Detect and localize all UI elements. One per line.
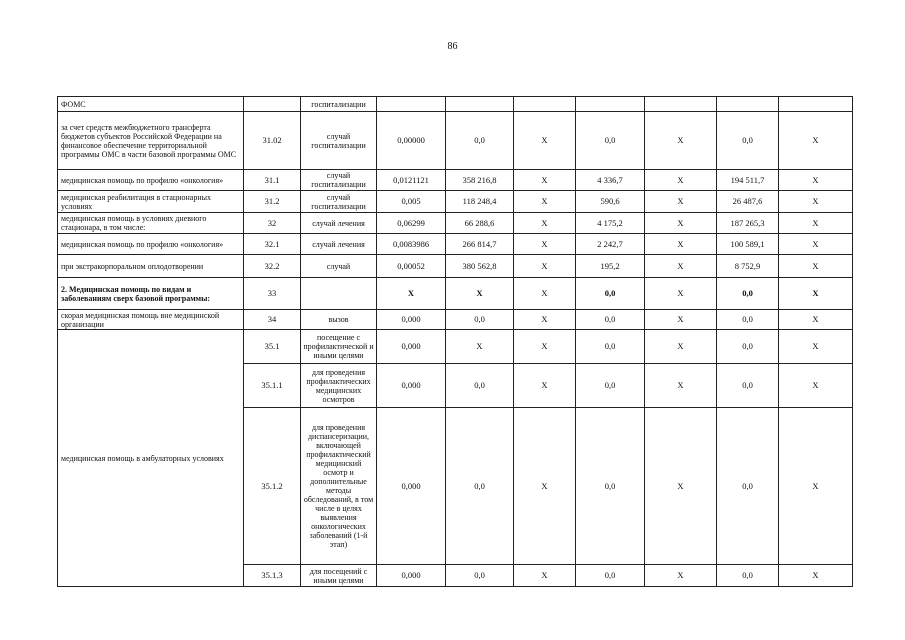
row-col7: 0,0 [576, 278, 645, 310]
row-col10: X [779, 170, 853, 191]
row-col8: X [645, 213, 717, 234]
row-code: 31.02 [244, 112, 301, 170]
row-col9 [717, 97, 779, 112]
row-name: медицинская реабилитация в стационарных условиях [58, 191, 244, 213]
row-col6: X [514, 234, 576, 255]
row-col7: 4 175,2 [576, 213, 645, 234]
row-col8: X [645, 234, 717, 255]
row-norm: 0,000 [377, 364, 446, 408]
row-unit: вызов [301, 310, 377, 330]
row-name: медицинская помощь по профилю «онкология» [58, 170, 244, 191]
ambulatory-name: медицинская помощь в амбулаторных условиях [58, 330, 244, 587]
row-col8: X [645, 330, 717, 364]
row-norm [377, 97, 446, 112]
table-row [58, 112, 853, 170]
row-col9: 0,0 [717, 330, 779, 364]
row-unit: случай госпитализации [301, 112, 377, 170]
row-cost: 266 814,7 [446, 234, 514, 255]
row-unit: посещение с профилактической и иными целями [301, 330, 377, 364]
row-cost: 118 248,4 [446, 191, 514, 213]
row-name: медицинская помощь по профилю «онкология» [58, 234, 244, 255]
row-col8: X [645, 310, 717, 330]
row-col10: X [779, 234, 853, 255]
row-norm: 0,00052 [377, 255, 446, 278]
row-col6: X [514, 364, 576, 408]
row-unit: случай лечения [301, 234, 377, 255]
row-norm: 0,06299 [377, 213, 446, 234]
row-norm: 0,005 [377, 191, 446, 213]
row-col7: 195,2 [576, 255, 645, 278]
row-col10: X [779, 112, 853, 170]
table-row [58, 330, 853, 364]
row-col6: X [514, 191, 576, 213]
row-col6: X [514, 170, 576, 191]
row-norm: X [377, 278, 446, 310]
row-code: 32 [244, 213, 301, 234]
row-name: медицинская помощь в условиях дневного стационара, в том числе: [58, 213, 244, 234]
row-norm: 0,0121121 [377, 170, 446, 191]
row-col7: 0,0 [576, 408, 645, 565]
row-col8: X [645, 565, 717, 587]
row-name: ФОМС [58, 97, 244, 112]
row-col8: X [645, 255, 717, 278]
page-number: 86 [447, 41, 458, 52]
row-col10: X [779, 330, 853, 364]
row-col6: X [514, 408, 576, 565]
row-code: 35.1.2 [244, 408, 301, 565]
row-name: 2. Медицинская помощь по видам и заболеваниям сверх базовой программы: [58, 278, 244, 310]
row-col10: X [779, 310, 853, 330]
row-norm: 0,000 [377, 408, 446, 565]
row-cost: X [446, 278, 514, 310]
row-cost: 0,0 [446, 364, 514, 408]
row-code: 35.1.1 [244, 364, 301, 408]
row-col10: X [779, 364, 853, 408]
row-col7: 4 336,7 [576, 170, 645, 191]
row-col8: X [645, 364, 717, 408]
row-col7: 0,0 [576, 112, 645, 170]
financing-table [57, 96, 853, 587]
row-name: за счет средств межбюджетного трансферта бюджетов субъектов Российской Федерации на финансовое обеспечение территориальной программы ОМС в части базовой программы ОМС [58, 112, 244, 170]
row-col7: 590,6 [576, 191, 645, 213]
table-row [58, 170, 853, 191]
row-unit: для проведения диспансеризации, включающей профилактический медицинский осмотр и дополнительные методы обследований, в том числе в целях выявления онкологических заболеваний (1-й этап) [301, 408, 377, 565]
table-row [58, 97, 853, 112]
row-col10: X [779, 565, 853, 587]
row-unit: случай лечения [301, 213, 377, 234]
row-unit: госпитализации [301, 97, 377, 112]
row-col9: 100 589,1 [717, 234, 779, 255]
row-col8: X [645, 191, 717, 213]
row-col9: 0,0 [717, 408, 779, 565]
row-norm: 0,000 [377, 330, 446, 364]
table-row [58, 213, 853, 234]
row-code: 31.1 [244, 170, 301, 191]
row-col9: 0,0 [717, 310, 779, 330]
row-col7: 0,0 [576, 364, 645, 408]
row-col7: 0,0 [576, 310, 645, 330]
row-col7 [576, 97, 645, 112]
row-col9: 187 265,3 [717, 213, 779, 234]
row-col10: X [779, 213, 853, 234]
row-col8: X [645, 278, 717, 310]
row-col7: 0,0 [576, 565, 645, 587]
row-cost: 66 288,6 [446, 213, 514, 234]
row-col8: X [645, 112, 717, 170]
row-unit: случай госпитализации [301, 191, 377, 213]
row-code: 35.1.3 [244, 565, 301, 587]
row-col9: 0,0 [717, 278, 779, 310]
row-col8: X [645, 170, 717, 191]
row-unit: для проведения профилактических медицинских осмотров [301, 364, 377, 408]
row-col6: X [514, 565, 576, 587]
row-col6: X [514, 310, 576, 330]
row-cost: 0,0 [446, 112, 514, 170]
row-cost: 358 216,8 [446, 170, 514, 191]
row-norm: 0,00000 [377, 112, 446, 170]
row-col6 [514, 97, 576, 112]
row-cost: 0,0 [446, 565, 514, 587]
row-code: 33 [244, 278, 301, 310]
row-col9: 0,0 [717, 112, 779, 170]
row-col7: 0,0 [576, 330, 645, 364]
row-unit [301, 278, 377, 310]
row-col10: X [779, 255, 853, 278]
row-cost [446, 97, 514, 112]
row-col6: X [514, 112, 576, 170]
row-col9: 0,0 [717, 364, 779, 408]
table-row [58, 234, 853, 255]
table-row-section [58, 278, 853, 310]
row-col7: 2 242,7 [576, 234, 645, 255]
row-col10: X [779, 191, 853, 213]
row-code: 32.2 [244, 255, 301, 278]
row-code: 32.1 [244, 234, 301, 255]
table-row [58, 191, 853, 213]
row-cost: 0,0 [446, 310, 514, 330]
row-col10 [779, 97, 853, 112]
row-unit: случай [301, 255, 377, 278]
row-col9: 194 511,7 [717, 170, 779, 191]
row-col6: X [514, 330, 576, 364]
row-col9: 26 487,6 [717, 191, 779, 213]
row-col9: 8 752,9 [717, 255, 779, 278]
table-row [58, 255, 853, 278]
row-unit: случай госпитализации [301, 170, 377, 191]
row-code [244, 97, 301, 112]
table-row [58, 310, 853, 330]
row-name: при экстракорпоральном оплодотворении [58, 255, 244, 278]
row-col9: 0,0 [717, 565, 779, 587]
row-code: 35.1 [244, 330, 301, 364]
row-norm: 0,000 [377, 310, 446, 330]
row-col10: X [779, 278, 853, 310]
row-col6: X [514, 255, 576, 278]
row-norm: 0,0083986 [377, 234, 446, 255]
row-col6: X [514, 278, 576, 310]
row-col10: X [779, 408, 853, 565]
row-norm: 0,000 [377, 565, 446, 587]
row-col8: X [645, 408, 717, 565]
row-code: 31.2 [244, 191, 301, 213]
row-cost: X [446, 330, 514, 364]
row-col6: X [514, 213, 576, 234]
row-name: скорая медицинская помощь вне медицинской организации [58, 310, 244, 330]
row-cost: 380 562,8 [446, 255, 514, 278]
row-unit: для посещений с иными целями [301, 565, 377, 587]
row-cost: 0,0 [446, 408, 514, 565]
row-code: 34 [244, 310, 301, 330]
row-col8 [645, 97, 717, 112]
